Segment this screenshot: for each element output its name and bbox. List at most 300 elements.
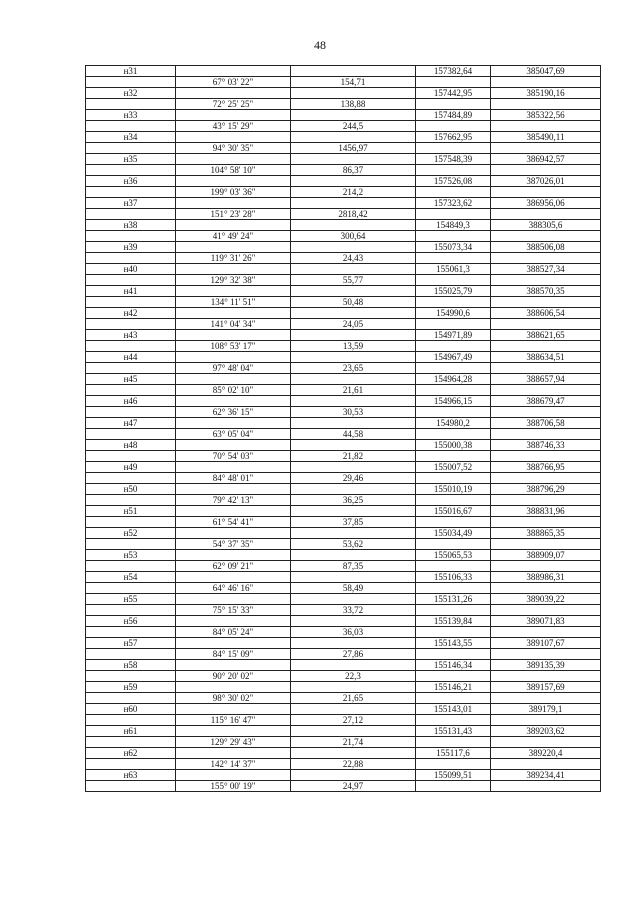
empty-cell [291, 638, 416, 649]
distance-cell: 36,03 [291, 627, 416, 638]
direction-angle-cell: 141° 04' 34" [176, 319, 291, 330]
empty-cell [176, 440, 291, 451]
empty-cell [291, 286, 416, 297]
distance-cell: 1456,97 [291, 143, 416, 154]
direction-angle-cell: 155° 00' 19" [176, 781, 291, 792]
direction-angle-cell: 90° 20' 02" [176, 671, 291, 682]
y-coordinate-cell: 389157,69 [491, 682, 601, 693]
y-coordinate-cell: 389234,41 [491, 770, 601, 781]
direction-angle-cell: 97° 48' 04" [176, 363, 291, 374]
empty-cell [291, 770, 416, 781]
empty-cell [86, 77, 176, 88]
segment-row [86, 671, 601, 682]
segment-row [86, 451, 601, 462]
empty-cell [491, 583, 601, 594]
point-row [86, 682, 601, 693]
x-coordinate-cell: 155073,34 [416, 242, 491, 253]
empty-cell [491, 781, 601, 792]
distance-cell: 13,59 [291, 341, 416, 352]
empty-cell [176, 726, 291, 737]
empty-cell [176, 242, 291, 253]
point-name-cell: н47 [86, 418, 176, 429]
x-coordinate-cell: 157662,95 [416, 132, 491, 143]
y-coordinate-cell: 385190,16 [491, 88, 601, 99]
empty-cell [176, 374, 291, 385]
direction-angle-cell: 104° 58' 10" [176, 165, 291, 176]
coordinates-table [85, 65, 601, 792]
segment-row [86, 407, 601, 418]
x-coordinate-cell: 157484,89 [416, 110, 491, 121]
point-name-cell: н62 [86, 748, 176, 759]
direction-angle-cell: 84° 15' 09" [176, 649, 291, 660]
empty-cell [86, 715, 176, 726]
point-name-cell: н53 [86, 550, 176, 561]
empty-cell [86, 583, 176, 594]
empty-cell [416, 231, 491, 242]
x-coordinate-cell: 154964,28 [416, 374, 491, 385]
point-row [86, 374, 601, 385]
point-name-cell: н61 [86, 726, 176, 737]
empty-cell [86, 495, 176, 506]
empty-cell [491, 627, 601, 638]
point-name-cell: н50 [86, 484, 176, 495]
empty-cell [491, 385, 601, 396]
x-coordinate-cell: 155131,26 [416, 594, 491, 605]
x-coordinate-cell: 157526,08 [416, 176, 491, 187]
segment-row [86, 77, 601, 88]
empty-cell [86, 99, 176, 110]
empty-cell [416, 99, 491, 110]
y-coordinate-cell: 389071,83 [491, 616, 601, 627]
empty-cell [491, 495, 601, 506]
empty-cell [491, 561, 601, 572]
direction-angle-cell: 129° 29' 43" [176, 737, 291, 748]
x-coordinate-cell: 155000,38 [416, 440, 491, 451]
empty-cell [291, 154, 416, 165]
point-row [86, 770, 601, 781]
x-coordinate-cell: 155146,34 [416, 660, 491, 671]
point-row [86, 726, 601, 737]
empty-cell [86, 671, 176, 682]
segment-row [86, 99, 601, 110]
x-coordinate-cell: 155010,19 [416, 484, 491, 495]
empty-cell [491, 407, 601, 418]
point-row [86, 572, 601, 583]
point-name-cell: н31 [86, 66, 176, 77]
segment-row [86, 605, 601, 616]
empty-cell [86, 759, 176, 770]
y-coordinate-cell: 385047,69 [491, 66, 601, 77]
empty-cell [291, 704, 416, 715]
direction-angle-cell: 62° 09' 21" [176, 561, 291, 572]
empty-cell [176, 462, 291, 473]
segment-row [86, 693, 601, 704]
empty-cell [86, 605, 176, 616]
distance-cell: 36,25 [291, 495, 416, 506]
direction-angle-cell: 84° 48' 01" [176, 473, 291, 484]
point-row [86, 528, 601, 539]
x-coordinate-cell: 154966,15 [416, 396, 491, 407]
y-coordinate-cell: 388606,54 [491, 308, 601, 319]
empty-cell [416, 319, 491, 330]
segment-row [86, 253, 601, 264]
distance-cell: 24,43 [291, 253, 416, 264]
empty-cell [176, 616, 291, 627]
segment-row [86, 781, 601, 792]
point-name-cell: н44 [86, 352, 176, 363]
point-name-cell: н38 [86, 220, 176, 231]
empty-cell [176, 110, 291, 121]
point-row [86, 308, 601, 319]
distance-cell: 22,3 [291, 671, 416, 682]
empty-cell [176, 352, 291, 363]
point-row [86, 176, 601, 187]
y-coordinate-cell: 388746,33 [491, 440, 601, 451]
point-name-cell: н46 [86, 396, 176, 407]
empty-cell [86, 363, 176, 374]
empty-cell [176, 132, 291, 143]
point-row [86, 330, 601, 341]
empty-cell [491, 693, 601, 704]
empty-cell [176, 660, 291, 671]
distance-cell: 53,62 [291, 539, 416, 550]
y-coordinate-cell: 388634,51 [491, 352, 601, 363]
empty-cell [416, 209, 491, 220]
empty-cell [86, 187, 176, 198]
empty-cell [416, 385, 491, 396]
empty-cell [291, 660, 416, 671]
y-coordinate-cell: 388986,31 [491, 572, 601, 583]
distance-cell: 37,85 [291, 517, 416, 528]
distance-cell: 138,88 [291, 99, 416, 110]
segment-row [86, 231, 601, 242]
distance-cell: 2818,42 [291, 209, 416, 220]
distance-cell: 30,53 [291, 407, 416, 418]
empty-cell [86, 121, 176, 132]
empty-cell [491, 473, 601, 484]
empty-cell [291, 418, 416, 429]
point-name-cell: н56 [86, 616, 176, 627]
empty-cell [416, 781, 491, 792]
direction-angle-cell: 75° 15' 33" [176, 605, 291, 616]
empty-cell [416, 275, 491, 286]
y-coordinate-cell: 388706,58 [491, 418, 601, 429]
empty-cell [416, 451, 491, 462]
coordinates-table-body [86, 66, 601, 792]
y-coordinate-cell: 385490,11 [491, 132, 601, 143]
empty-cell [491, 363, 601, 374]
point-row [86, 550, 601, 561]
empty-cell [291, 616, 416, 627]
empty-cell [176, 286, 291, 297]
point-name-cell: н39 [86, 242, 176, 253]
direction-angle-cell: 72° 25' 25" [176, 99, 291, 110]
empty-cell [416, 121, 491, 132]
distance-cell: 24,97 [291, 781, 416, 792]
empty-cell [491, 649, 601, 660]
distance-cell: 21,61 [291, 385, 416, 396]
distance-cell: 22,88 [291, 759, 416, 770]
point-row [86, 220, 601, 231]
direction-angle-cell: 115° 16' 47" [176, 715, 291, 726]
y-coordinate-cell: 387026,01 [491, 176, 601, 187]
point-row [86, 396, 601, 407]
distance-cell: 214,2 [291, 187, 416, 198]
distance-cell: 154,71 [291, 77, 416, 88]
y-coordinate-cell: 388527,34 [491, 264, 601, 275]
x-coordinate-cell: 157442,95 [416, 88, 491, 99]
empty-cell [86, 319, 176, 330]
point-name-cell: н42 [86, 308, 176, 319]
y-coordinate-cell: 389135,39 [491, 660, 601, 671]
point-row [86, 242, 601, 253]
y-coordinate-cell: 388305,6 [491, 220, 601, 231]
empty-cell [291, 308, 416, 319]
segment-row [86, 737, 601, 748]
distance-cell: 86,37 [291, 165, 416, 176]
empty-cell [176, 198, 291, 209]
y-coordinate-cell: 388831,96 [491, 506, 601, 517]
point-name-cell: н36 [86, 176, 176, 187]
empty-cell [491, 297, 601, 308]
segment-row [86, 187, 601, 198]
empty-cell [416, 759, 491, 770]
empty-cell [291, 682, 416, 693]
empty-cell [416, 77, 491, 88]
point-name-cell: н60 [86, 704, 176, 715]
point-name-cell: н41 [86, 286, 176, 297]
point-row [86, 440, 601, 451]
y-coordinate-cell: 389039,22 [491, 594, 601, 605]
segment-row [86, 715, 601, 726]
empty-cell [416, 143, 491, 154]
empty-cell [291, 528, 416, 539]
empty-cell [291, 594, 416, 605]
empty-cell [491, 671, 601, 682]
empty-cell [416, 715, 491, 726]
distance-cell: 50,48 [291, 297, 416, 308]
x-coordinate-cell: 155146,21 [416, 682, 491, 693]
direction-angle-cell: 43° 15' 29" [176, 121, 291, 132]
y-coordinate-cell: 385322,56 [491, 110, 601, 121]
distance-cell: 23,65 [291, 363, 416, 374]
direction-angle-cell: 41° 49' 24" [176, 231, 291, 242]
point-row [86, 660, 601, 671]
distance-cell: 27,86 [291, 649, 416, 660]
direction-angle-cell: 70° 54' 03" [176, 451, 291, 462]
empty-cell [176, 220, 291, 231]
empty-cell [416, 187, 491, 198]
segment-row [86, 561, 601, 572]
direction-angle-cell: 62° 36' 15" [176, 407, 291, 418]
empty-cell [416, 605, 491, 616]
empty-cell [86, 517, 176, 528]
empty-cell [491, 517, 601, 528]
x-coordinate-cell: 155007,52 [416, 462, 491, 473]
empty-cell [176, 748, 291, 759]
point-name-cell: н63 [86, 770, 176, 781]
direction-angle-cell: 151° 23' 28" [176, 209, 291, 220]
point-row [86, 748, 601, 759]
empty-cell [416, 671, 491, 682]
y-coordinate-cell: 388570,35 [491, 286, 601, 297]
empty-cell [291, 330, 416, 341]
point-name-cell: н48 [86, 440, 176, 451]
x-coordinate-cell: 155034,49 [416, 528, 491, 539]
segment-row [86, 759, 601, 770]
direction-angle-cell: 61° 54' 41" [176, 517, 291, 528]
distance-cell: 21,82 [291, 451, 416, 462]
empty-cell [176, 506, 291, 517]
empty-cell [491, 715, 601, 726]
segment-row [86, 495, 601, 506]
point-name-cell: н52 [86, 528, 176, 539]
empty-cell [86, 781, 176, 792]
empty-cell [491, 253, 601, 264]
point-name-cell: н32 [86, 88, 176, 99]
y-coordinate-cell: 389107,67 [491, 638, 601, 649]
empty-cell [86, 231, 176, 242]
point-row [86, 506, 601, 517]
point-name-cell: н45 [86, 374, 176, 385]
x-coordinate-cell: 154967,49 [416, 352, 491, 363]
empty-cell [291, 110, 416, 121]
empty-cell [176, 528, 291, 539]
empty-cell [176, 572, 291, 583]
empty-cell [86, 385, 176, 396]
empty-cell [176, 418, 291, 429]
empty-cell [86, 737, 176, 748]
x-coordinate-cell: 157323,62 [416, 198, 491, 209]
empty-cell [86, 407, 176, 418]
point-row [86, 110, 601, 121]
empty-cell [416, 649, 491, 660]
empty-cell [291, 352, 416, 363]
empty-cell [86, 297, 176, 308]
distance-cell: 21,74 [291, 737, 416, 748]
empty-cell [491, 605, 601, 616]
distance-cell: 44,58 [291, 429, 416, 440]
y-coordinate-cell: 388621,65 [491, 330, 601, 341]
empty-cell [416, 737, 491, 748]
distance-cell: 29,46 [291, 473, 416, 484]
point-row [86, 198, 601, 209]
x-coordinate-cell: 157382,64 [416, 66, 491, 77]
empty-cell [291, 748, 416, 759]
empty-cell [176, 770, 291, 781]
point-row [86, 704, 601, 715]
empty-cell [491, 341, 601, 352]
empty-cell [291, 176, 416, 187]
segment-row [86, 165, 601, 176]
segment-row [86, 517, 601, 528]
segment-row [86, 429, 601, 440]
point-name-cell: н33 [86, 110, 176, 121]
point-name-cell: н34 [86, 132, 176, 143]
empty-cell [416, 253, 491, 264]
empty-cell [291, 242, 416, 253]
x-coordinate-cell: 155025,79 [416, 286, 491, 297]
direction-angle-cell: 129° 32' 38" [176, 275, 291, 286]
empty-cell [176, 176, 291, 187]
empty-cell [176, 264, 291, 275]
empty-cell [416, 517, 491, 528]
empty-cell [291, 66, 416, 77]
empty-cell [491, 165, 601, 176]
empty-cell [491, 759, 601, 770]
segment-row [86, 209, 601, 220]
empty-cell [416, 627, 491, 638]
empty-cell [176, 704, 291, 715]
distance-cell: 87,35 [291, 561, 416, 572]
segment-row [86, 363, 601, 374]
point-name-cell: н37 [86, 198, 176, 209]
empty-cell [86, 341, 176, 352]
segment-row [86, 583, 601, 594]
x-coordinate-cell: 155065,53 [416, 550, 491, 561]
x-coordinate-cell: 155106,33 [416, 572, 491, 583]
x-coordinate-cell: 154971,89 [416, 330, 491, 341]
empty-cell [176, 330, 291, 341]
empty-cell [291, 484, 416, 495]
direction-angle-cell: 199° 03' 36" [176, 187, 291, 198]
point-row [86, 638, 601, 649]
direction-angle-cell: 134° 11' 51" [176, 297, 291, 308]
direction-angle-cell: 108° 53' 17" [176, 341, 291, 352]
point-name-cell: н43 [86, 330, 176, 341]
empty-cell [491, 737, 601, 748]
point-row [86, 132, 601, 143]
empty-cell [86, 539, 176, 550]
y-coordinate-cell: 389179,1 [491, 704, 601, 715]
segment-row [86, 385, 601, 396]
y-coordinate-cell: 386956,06 [491, 198, 601, 209]
segment-row [86, 539, 601, 550]
segment-row [86, 341, 601, 352]
direction-angle-cell: 79° 42' 13" [176, 495, 291, 506]
empty-cell [491, 187, 601, 198]
empty-cell [291, 374, 416, 385]
distance-cell: 24,05 [291, 319, 416, 330]
point-row [86, 264, 601, 275]
x-coordinate-cell: 155117,6 [416, 748, 491, 759]
empty-cell [176, 154, 291, 165]
empty-cell [416, 341, 491, 352]
empty-cell [291, 506, 416, 517]
empty-cell [291, 132, 416, 143]
empty-cell [86, 649, 176, 660]
point-row [86, 88, 601, 99]
empty-cell [416, 429, 491, 440]
empty-cell [86, 451, 176, 462]
point-name-cell: н58 [86, 660, 176, 671]
segment-row [86, 275, 601, 286]
point-name-cell: н49 [86, 462, 176, 473]
empty-cell [176, 638, 291, 649]
point-row [86, 286, 601, 297]
empty-cell [291, 198, 416, 209]
point-name-cell: н40 [86, 264, 176, 275]
segment-row [86, 121, 601, 132]
empty-cell [176, 594, 291, 605]
point-row [86, 484, 601, 495]
x-coordinate-cell: 155131,43 [416, 726, 491, 737]
x-coordinate-cell: 157548,39 [416, 154, 491, 165]
y-coordinate-cell: 386942,57 [491, 154, 601, 165]
empty-cell [416, 473, 491, 484]
empty-cell [86, 561, 176, 572]
empty-cell [416, 539, 491, 550]
